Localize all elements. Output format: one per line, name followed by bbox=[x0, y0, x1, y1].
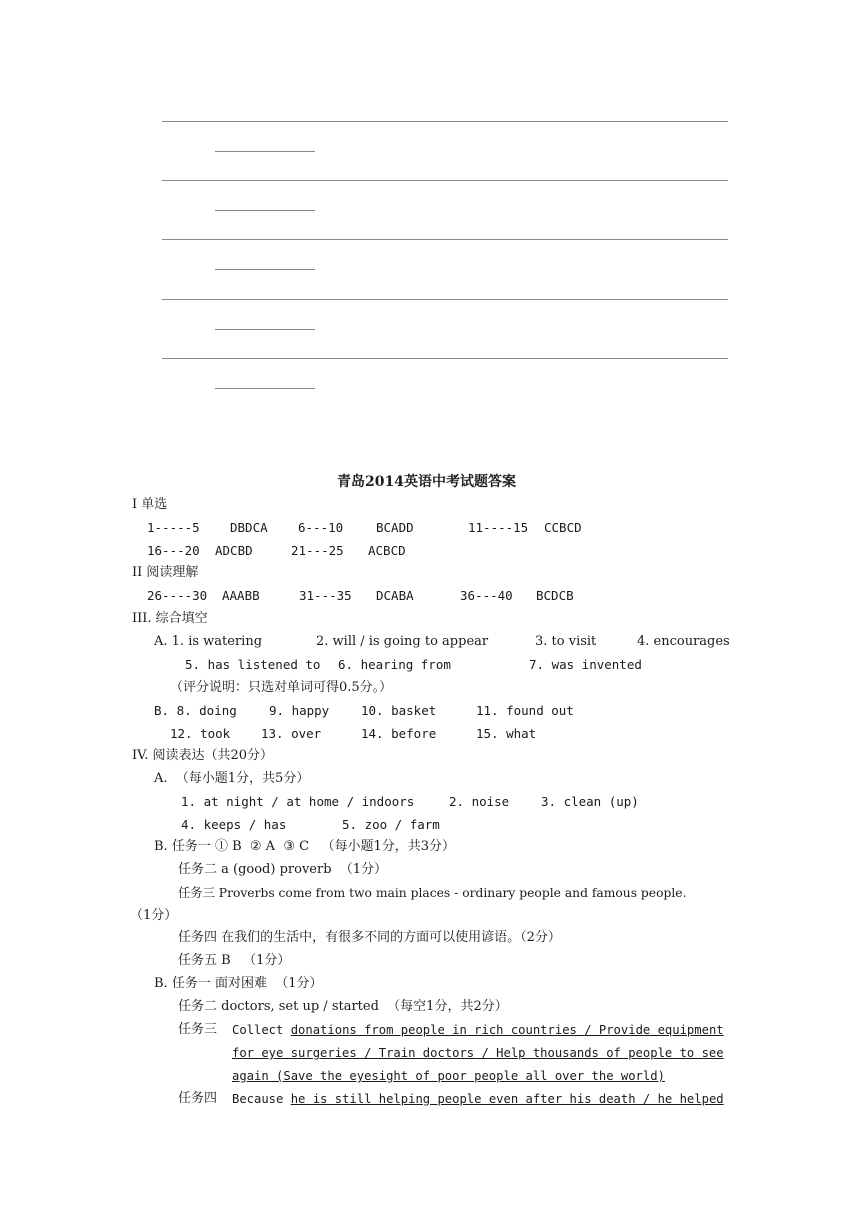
task-answer-line bbox=[232, 1022, 724, 1038]
answer-item: A. 1. is watering bbox=[154, 634, 263, 649]
answer-key: DCABA bbox=[376, 588, 414, 603]
answer-item: B. 8. doing bbox=[154, 703, 237, 718]
answer-key: DBDCA bbox=[230, 520, 268, 535]
underlined-answer: he is still helping people even after his death / he helped bbox=[290, 1092, 724, 1106]
answer-item: 15. what bbox=[476, 726, 537, 741]
answer-range: 36---40 bbox=[460, 588, 513, 603]
answer-item: 1. at night / at home / indoors bbox=[181, 794, 415, 809]
answer-line bbox=[162, 121, 728, 122]
answer-line bbox=[162, 358, 728, 359]
section-heading: I 单选 bbox=[132, 497, 168, 512]
answer-item: 5. zoo / farm bbox=[342, 817, 440, 832]
task-answer-line bbox=[232, 1091, 724, 1107]
task-answer-prefix: Because bbox=[232, 1092, 291, 1106]
answer-range: 21---25 bbox=[291, 543, 344, 558]
answer-range: 11----15 bbox=[468, 520, 529, 535]
answer-item: 3. clean (up) bbox=[541, 794, 639, 809]
answer-item: 5. has listened to bbox=[185, 657, 321, 672]
answer-line bbox=[162, 299, 728, 300]
answer-line-short bbox=[215, 329, 315, 330]
answer-item: 10. basket bbox=[361, 703, 437, 718]
task-answer: 任务五 B （1分） bbox=[178, 953, 291, 968]
answer-item: 14. before bbox=[361, 726, 437, 741]
answer-item: 11. found out bbox=[476, 703, 574, 718]
answer-line bbox=[162, 180, 728, 181]
answer-item: 12. took bbox=[170, 726, 231, 741]
task-answer: 任务四 在我们的生活中，有很多不同的方面可以使用谚语。（2分） bbox=[178, 930, 561, 945]
answer-item: 4. encourages bbox=[637, 634, 730, 649]
section-heading: IV. 阅读表达（共20分） bbox=[132, 748, 274, 763]
underlined-answer: donations from people in rich countries / Provide equipment bbox=[290, 1023, 724, 1037]
page-title: 青岛2014英语中考试题答案 bbox=[337, 474, 516, 490]
answer-range: 1-----5 bbox=[147, 520, 200, 535]
answer-key: BCADD bbox=[376, 520, 414, 535]
answer-key: BCDCB bbox=[536, 588, 574, 603]
answer-range: 16---20 bbox=[147, 543, 200, 558]
answer-item: 6. hearing from bbox=[338, 657, 451, 672]
subsection-label: A. （每小题1分，共5分） bbox=[154, 771, 310, 786]
answer-item: 2. will / is going to appear bbox=[316, 634, 489, 649]
answer-item: 2. noise bbox=[449, 794, 510, 809]
task-label: 任务四 bbox=[178, 1091, 218, 1106]
answer-key: ACBCD bbox=[368, 543, 406, 558]
section-heading: III. 综合填空 bbox=[132, 611, 208, 626]
task-label: 任务三 bbox=[178, 1022, 218, 1037]
task-answer-line bbox=[232, 1045, 724, 1061]
task-answer: 任务二 a (good) proverb （1分） bbox=[178, 862, 388, 877]
answer-item: 13. over bbox=[261, 726, 322, 741]
answer-line-short bbox=[215, 388, 315, 389]
underlined-answer: for eye surgeries / Train doctors / Help thousands of people to see bbox=[232, 1046, 724, 1060]
section-heading: II 阅读理解 bbox=[132, 565, 199, 580]
answer-item: 7. was invented bbox=[529, 657, 642, 672]
task-answer: 任务二 doctors, set up / started （每空1分，共2分） bbox=[178, 999, 508, 1014]
answer-line-short bbox=[215, 210, 315, 211]
answer-key: CCBCD bbox=[544, 520, 582, 535]
answer-line-short bbox=[215, 151, 315, 152]
task-answer: B. 任务一 ① B ② A ③ C （每小题1分，共3分） bbox=[154, 839, 456, 854]
answer-range: 31---35 bbox=[299, 588, 352, 603]
answer-key: AAABB bbox=[222, 588, 260, 603]
answer-line bbox=[162, 239, 728, 240]
answer-item: 3. to visit bbox=[535, 634, 597, 649]
task-answer-prefix: Collect bbox=[232, 1023, 291, 1037]
task-answer: B. 任务一 面对困难 （1分） bbox=[154, 976, 323, 991]
scoring-note: （评分说明：只选对单词可得0.5分。） bbox=[170, 680, 393, 695]
answer-line-short bbox=[215, 269, 315, 270]
answer-item: 9. happy bbox=[269, 703, 330, 718]
underlined-answer: again (Save the eyesight of poor people all over the world) bbox=[232, 1069, 665, 1083]
task-score: （1分） bbox=[130, 908, 178, 923]
answer-key: ADCBD bbox=[215, 543, 253, 558]
task-answer-line bbox=[232, 1068, 665, 1084]
answer-range: 26----30 bbox=[147, 588, 208, 603]
answer-item: 4. keeps / has bbox=[181, 817, 287, 832]
answer-range: 6---10 bbox=[298, 520, 344, 535]
task-answer: 任务三 Proverbs come from two main places - ordinary people and famous people. bbox=[178, 886, 687, 900]
